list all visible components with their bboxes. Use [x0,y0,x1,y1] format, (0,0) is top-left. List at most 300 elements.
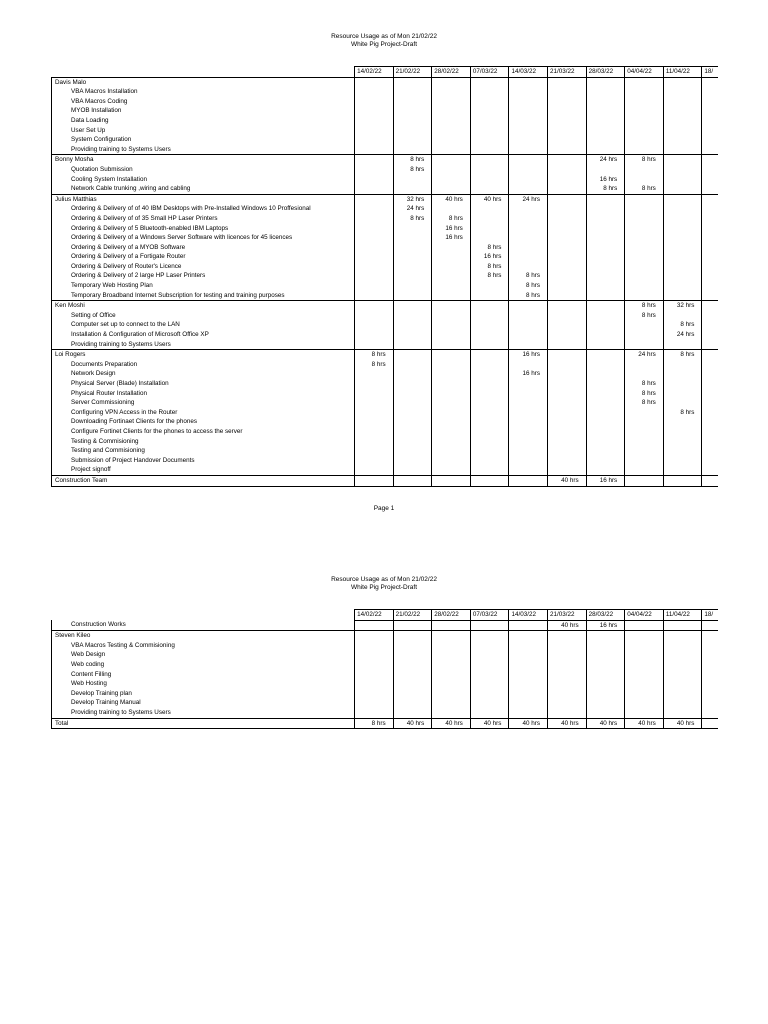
hours-cell [702,165,718,175]
hours-cell [586,320,625,330]
hours-cell [355,311,394,321]
task-name: Project signoff [52,465,355,475]
task-name: VBA Macros Installation [52,87,355,97]
hours-cell [625,417,664,427]
hours-cell [470,135,509,145]
hours-cell [548,155,587,165]
hours-cell [702,233,718,243]
task-row [52,291,719,301]
hours-cell: 40 hrs [470,718,509,729]
hours-cell [586,204,625,214]
hours-cell [702,311,718,321]
task-name: Content Filling [52,670,355,680]
hours-cell [432,465,471,475]
hours-cell [625,135,664,145]
hours-cell [548,350,587,360]
hours-cell: 16 hrs [432,233,471,243]
hours-cell [663,281,702,291]
hours-cell [663,126,702,136]
report-subtitle: White Pig Project-Draft [350,41,418,48]
hours-cell: 8 hrs [355,360,394,370]
hours-cell [509,398,548,408]
task-row [52,379,719,389]
task-row [52,126,719,136]
hours-cell: 8 hrs [470,243,509,253]
hours-cell [432,330,471,340]
hours-cell [509,145,548,155]
hours-cell [432,679,471,689]
hours-cell [432,126,471,136]
hours-cell: 8 hrs [625,389,664,399]
hours-cell [393,175,432,185]
resource-name: Julius Matthias [52,194,355,204]
hours-cell [509,175,548,185]
hours-cell [663,271,702,281]
hours-cell [432,320,471,330]
hours-cell [586,437,625,447]
task-name: Physical Router Installation [52,389,355,399]
task-name: Documents Preparation [52,360,355,370]
task-row [52,271,719,281]
hours-cell [355,408,394,418]
task-name: Data Loading [52,116,355,126]
hours-cell [702,350,718,360]
hours-cell [548,340,587,350]
hours-cell [625,408,664,418]
hours-cell [663,698,702,708]
hours-cell [548,389,587,399]
hours-cell [663,252,702,262]
resource-name: Ken Moshi [52,301,355,311]
report-title: Resource Usage as of Mon 21/02/22 [331,33,437,40]
resource-row [52,194,719,204]
hours-cell: 32 hrs [663,301,702,311]
resource-row [52,350,719,360]
hours-cell [663,641,702,651]
hours-cell: 16 hrs [509,350,548,360]
week-column-header: 14/02/22 [355,610,394,621]
hours-cell [355,379,394,389]
hours-cell [355,456,394,466]
hours-cell: 40 hrs [548,718,587,729]
hours-cell [586,660,625,670]
hours-cell [393,145,432,155]
hours-cell [470,408,509,418]
hours-cell [470,155,509,165]
hours-cell [625,670,664,680]
hours-cell [702,670,718,680]
task-row [52,408,719,418]
task-name: Ordering & Delivery of of 40 IBM Desktops with Pre-Installed Windows 10 Proffesional [52,204,355,214]
hours-cell [393,262,432,272]
hours-cell [548,417,587,427]
hours-cell [470,708,509,718]
week-column-header: 21/02/22 [393,67,432,78]
week-column-header: 07/03/22 [470,610,509,621]
hours-cell: 24 hrs [509,194,548,204]
resource-name: Construction Team [52,475,355,486]
hours-cell [393,97,432,107]
resource-name: Steven Kileo [52,631,355,641]
hours-cell [355,301,394,311]
hours-cell [702,320,718,330]
hours-cell [432,427,471,437]
hours-cell [663,243,702,253]
hours-cell [586,456,625,466]
hours-cell [548,145,587,155]
week-column-header: 04/04/22 [625,67,664,78]
hours-cell [393,281,432,291]
hours-cell [663,417,702,427]
hours-cell [432,670,471,680]
hours-cell [663,291,702,301]
hours-cell [470,145,509,155]
task-name: Ordering & Delivery of Router's Licence [52,262,355,272]
hours-cell [663,620,702,631]
hours-cell [355,660,394,670]
hours-cell [702,369,718,379]
hours-cell [625,243,664,253]
hours-cell [663,97,702,107]
resource-name: Total [52,718,355,729]
week-column-header: 18/ [702,610,718,621]
hours-cell [432,698,471,708]
hours-cell [393,679,432,689]
hours-cell [548,97,587,107]
hours-cell: 8 hrs [586,184,625,194]
hours-cell [548,631,587,641]
hours-cell: 24 hrs [625,350,664,360]
hours-cell [625,106,664,116]
hours-cell [586,214,625,224]
hours-cell [509,465,548,475]
hours-cell: 40 hrs [625,718,664,729]
hours-cell [625,175,664,185]
hours-cell [586,330,625,340]
hours-cell [548,271,587,281]
hours-cell [355,175,394,185]
header-blank [52,610,355,621]
hours-cell [509,224,548,234]
hours-cell [625,87,664,97]
hours-cell [702,204,718,214]
hours-cell [393,330,432,340]
hours-cell [625,456,664,466]
hours-cell [625,126,664,136]
hours-cell [509,301,548,311]
hours-cell [432,97,471,107]
hours-cell [355,165,394,175]
hours-cell [625,252,664,262]
hours-cell [548,291,587,301]
task-row [52,670,719,680]
hours-cell [509,408,548,418]
hours-cell [625,689,664,699]
hours-cell [548,106,587,116]
hours-cell [509,389,548,399]
hours-cell [509,87,548,97]
hours-cell [432,116,471,126]
task-name: System Configuration [52,135,355,145]
hours-cell [509,670,548,680]
task-row [52,116,719,126]
task-name: Downloading Fortinaet Clients for the phones [52,417,355,427]
task-name: Server Commissioning [52,398,355,408]
task-row [52,389,719,399]
task-row [52,87,719,97]
hours-cell [470,126,509,136]
task-row [52,620,719,631]
hours-cell [625,620,664,631]
hours-cell [548,165,587,175]
hours-cell: 8 hrs [393,155,432,165]
hours-cell [625,475,664,486]
hours-cell [509,106,548,116]
hours-cell [355,670,394,680]
hours-cell [586,145,625,155]
hours-cell: 16 hrs [470,252,509,262]
hours-cell [663,77,702,87]
hours-cell [509,214,548,224]
hours-cell [625,679,664,689]
hours-cell [509,330,548,340]
hours-cell [586,224,625,234]
hours-cell [702,135,718,145]
hours-cell [586,340,625,350]
hours-cell [702,398,718,408]
hours-cell: 40 hrs [663,718,702,729]
hours-cell [355,155,394,165]
hours-cell [355,135,394,145]
hours-cell [470,437,509,447]
hours-cell [702,427,718,437]
hours-cell [625,194,664,204]
hours-cell [432,437,471,447]
hours-cell [663,689,702,699]
hours-cell [625,446,664,456]
hours-cell [393,135,432,145]
hours-cell [509,77,548,87]
hours-cell [393,106,432,116]
hours-cell [470,224,509,234]
hours-cell: 16 hrs [586,475,625,486]
hours-cell [663,262,702,272]
hours-cell [432,106,471,116]
hours-cell [432,271,471,281]
hours-cell [470,679,509,689]
hours-cell [393,77,432,87]
hours-cell [432,446,471,456]
hours-cell: 16 hrs [586,175,625,185]
task-name: Configuring VPN Access in the Router [52,408,355,418]
hours-cell [702,379,718,389]
hours-cell [432,389,471,399]
task-name: Submission of Project Handover Documents [52,456,355,466]
hours-cell [432,184,471,194]
hours-cell [702,97,718,107]
hours-cell [355,97,394,107]
hours-cell [470,281,509,291]
hours-cell [663,389,702,399]
hours-cell [702,87,718,97]
hours-cell [470,689,509,699]
hours-cell [625,320,664,330]
hours-cell [702,408,718,418]
task-name: Cooling System Installation [52,175,355,185]
task-name: Ordering & Delivery of a MYOB Software [52,243,355,253]
task-row [52,252,719,262]
hours-cell [393,224,432,234]
hours-cell [702,301,718,311]
hours-cell [548,641,587,651]
hours-cell [548,446,587,456]
hours-cell [393,252,432,262]
task-row [52,698,719,708]
hours-cell [432,155,471,165]
task-name: Computer set up to connect to the LAN [52,320,355,330]
hours-cell: 8 hrs [470,271,509,281]
hours-cell [509,252,548,262]
hours-cell [470,184,509,194]
hours-cell [355,620,394,631]
hours-cell [625,465,664,475]
hours-cell [393,620,432,631]
resource-row [52,301,719,311]
hours-cell [393,398,432,408]
task-row [52,175,719,185]
hours-cell [509,631,548,641]
hours-cell [355,116,394,126]
task-name: Providing training to Systems Users [52,340,355,350]
hours-cell [548,116,587,126]
hours-cell [355,252,394,262]
hours-cell [470,350,509,360]
hours-cell [432,87,471,97]
hours-cell [509,650,548,660]
hours-cell [393,291,432,301]
hours-cell [586,689,625,699]
week-column-header: 11/04/22 [663,610,702,621]
hours-cell [663,427,702,437]
task-name: Providing training to Systems Users [52,708,355,718]
hours-cell [702,214,718,224]
hours-cell [355,204,394,214]
hours-cell [355,389,394,399]
hours-cell [509,437,548,447]
hours-cell [432,379,471,389]
hours-cell: 8 hrs [625,379,664,389]
hours-cell: 40 hrs [432,718,471,729]
hours-cell [702,252,718,262]
task-row [52,417,719,427]
hours-cell [393,126,432,136]
hours-cell [625,281,664,291]
week-column-header: 04/04/22 [625,610,664,621]
hours-cell [663,204,702,214]
hours-cell: 8 hrs [393,165,432,175]
hours-cell [663,233,702,243]
hours-cell [470,427,509,437]
hours-cell [586,446,625,456]
week-column-header: 14/03/22 [509,67,548,78]
hours-cell: 8 hrs [355,718,394,729]
hours-cell [393,456,432,466]
task-name: Temporary Broadband Internet Subscription for testing and training purposes [52,291,355,301]
hours-cell [702,155,718,165]
hours-cell [432,360,471,370]
hours-cell [432,650,471,660]
hours-cell [586,379,625,389]
task-row [52,233,719,243]
hours-cell [393,340,432,350]
hours-cell [586,389,625,399]
hours-cell [432,243,471,253]
hours-cell [355,427,394,437]
hours-cell: 8 hrs [509,281,548,291]
hours-cell: 8 hrs [509,291,548,301]
hours-cell [393,116,432,126]
hours-cell [663,155,702,165]
hours-cell [625,97,664,107]
hours-cell [586,281,625,291]
hours-cell [470,301,509,311]
hours-cell [509,446,548,456]
task-name: Physical Server (Blade) Installation [52,379,355,389]
task-row [52,679,719,689]
task-name: Develop Training plan [52,689,355,699]
hours-cell: 16 hrs [432,224,471,234]
task-name: Network Design [52,369,355,379]
task-name: Web coding [52,660,355,670]
hours-cell [470,340,509,350]
header-row [52,610,719,621]
hours-cell [355,698,394,708]
hours-cell [393,389,432,399]
hours-cell [702,340,718,350]
hours-cell [470,620,509,631]
task-row [52,165,719,175]
hours-cell [509,708,548,718]
hours-cell [432,350,471,360]
hours-cell [663,398,702,408]
hours-cell [586,369,625,379]
hours-cell [470,631,509,641]
page-number: Page 1 [373,505,395,512]
hours-cell [625,271,664,281]
hours-cell [702,456,718,466]
hours-cell [470,77,509,87]
week-column-header: 11/04/22 [663,67,702,78]
week-column-header: 28/03/22 [586,610,625,621]
hours-cell [509,417,548,427]
hours-cell [355,708,394,718]
hours-cell [509,340,548,350]
hours-cell [663,446,702,456]
hours-cell [548,369,587,379]
task-row [52,106,719,116]
hours-cell [509,184,548,194]
task-row [52,369,719,379]
hours-cell [432,620,471,631]
hours-cell [393,320,432,330]
hours-cell [548,360,587,370]
hours-cell [509,311,548,321]
hours-cell [625,214,664,224]
hours-cell [702,291,718,301]
hours-cell: 40 hrs [509,718,548,729]
task-name: Quotation Submission [52,165,355,175]
hours-cell [663,660,702,670]
